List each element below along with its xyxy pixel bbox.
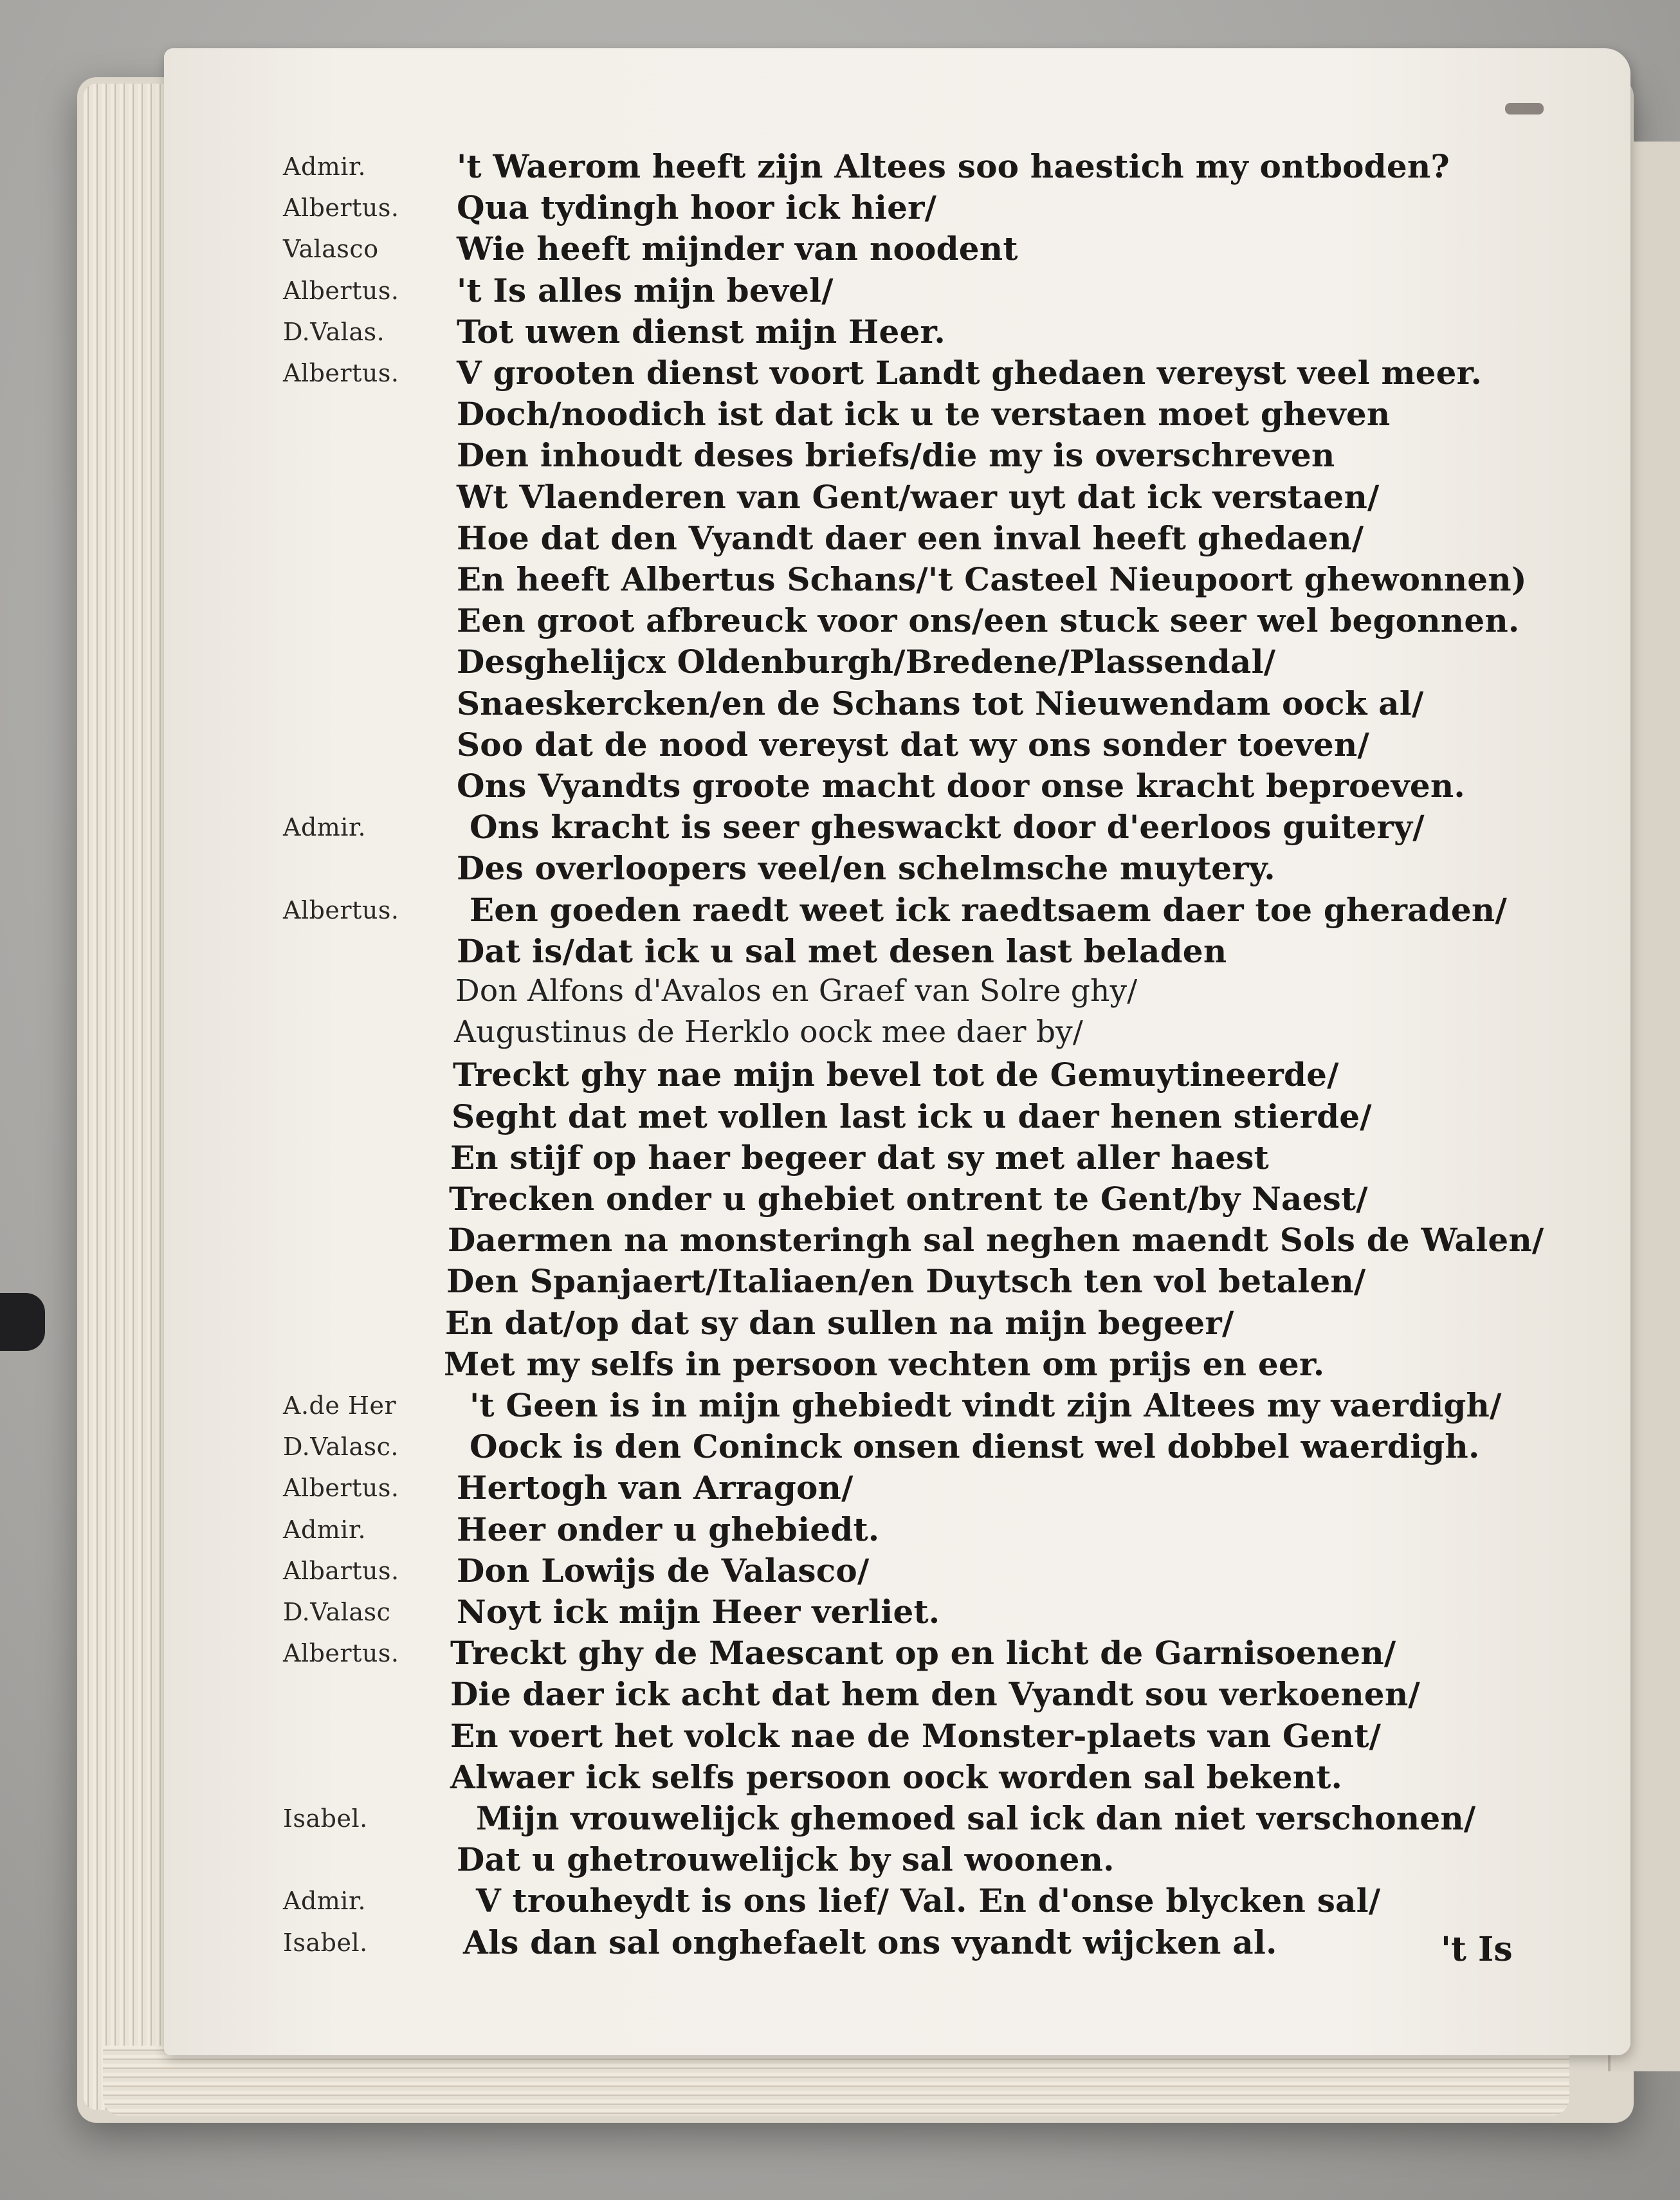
verse-line — [164, 1303, 1630, 1345]
speaker-name: Valasco — [283, 235, 379, 264]
verse-text: Heer onder u ghebiedt. — [457, 1510, 880, 1548]
verse-text: Des overloopers veel/en schelmsche muytery. — [457, 849, 1275, 888]
verse-text: Don Alfons d'Avalos en Graef van Solre ghy/ — [455, 973, 1138, 1009]
verse-line — [164, 1799, 1630, 1840]
verse-line — [164, 808, 1630, 849]
bookmark-ribbon — [0, 1293, 45, 1351]
verse-line — [164, 1097, 1630, 1139]
page-edges-bottom — [103, 2046, 1569, 2116]
verse-text: Oock is den Coninck onsen dienst wel dobbel waerdigh. — [470, 1427, 1480, 1466]
verse-line — [164, 890, 1630, 932]
verse-text: Met my selfs in persoon vechten om prijs en eer. — [444, 1344, 1325, 1383]
verse-text: Augustinus de Herklo oock mee daer by/ — [454, 1014, 1083, 1050]
speaker-name: Admir. — [283, 152, 367, 181]
verse-line — [164, 1551, 1630, 1593]
verse-text: Doch/noodich ist dat ick u te verstaen moet gheven — [457, 395, 1391, 434]
verse-text: En heeft Albertus Schans/'t Casteel Nieupoort ghewonnen) — [457, 560, 1527, 598]
speaker-name: A.de Her — [283, 1391, 397, 1420]
verse-text: Dat u ghetrouwelijck by sal woonen. — [457, 1840, 1115, 1879]
verse-line — [164, 1262, 1630, 1303]
speaker-name: D.Valasc. — [283, 1433, 399, 1462]
verse-text: Een goeden raedt weet ick raedtsaem daer toe gheraden/ — [470, 890, 1507, 929]
speaker-name: D.Valasc — [283, 1598, 391, 1626]
verse-text: Ons kracht is seer gheswackt door d'eerloos guitery/ — [470, 808, 1425, 847]
verse-line — [164, 1221, 1630, 1262]
verse-line — [164, 973, 1630, 1014]
verse-line — [164, 1840, 1630, 1882]
verse-line — [164, 230, 1630, 271]
speaker-name: Admir. — [283, 813, 367, 842]
speaker-name: Albertus. — [283, 1639, 399, 1668]
verse-line — [164, 1882, 1630, 1923]
verse-line — [164, 560, 1630, 601]
verse-line — [164, 643, 1630, 684]
speaker-name: Albartus. — [283, 1556, 399, 1585]
verse-line — [164, 601, 1630, 643]
verse-line — [164, 1757, 1630, 1799]
verse-text: Die daer ick acht dat hem den Vyandt sou verkoenen/ — [450, 1675, 1420, 1714]
verse-line — [164, 518, 1630, 560]
verse-text: 't Waerom heeft zijn Altees soo haestich my ontboden? — [457, 147, 1450, 185]
verse-line — [164, 1593, 1630, 1634]
speaker-name: Isabel. — [283, 1928, 368, 1957]
verse-text: Dat is/dat ick u sal met desen last beladen — [457, 931, 1227, 970]
book-page — [164, 48, 1630, 2055]
verse-line — [164, 188, 1630, 230]
verse-text: Daermen na monsteringh sal neghen maendt Sols de Walen/ — [448, 1221, 1544, 1260]
verse-line — [164, 1675, 1630, 1716]
verse-line — [164, 1056, 1630, 1097]
verse-text: Alwaer ick selfs persoon oock worden sal bekent. — [450, 1757, 1343, 1796]
verse-line — [164, 1014, 1630, 1056]
verse-text: Tot uwen dienst mijn Heer. — [457, 312, 946, 351]
verse-text: Wie heeft mijnder van noodent — [457, 230, 1018, 268]
verse-line — [164, 354, 1630, 395]
page-text — [164, 48, 1630, 2055]
speaker-name: Isabel. — [283, 1804, 368, 1833]
verse-text: Soo dat de nood vereyst dat wy ons sonder toeven/ — [457, 725, 1369, 764]
verse-text: Noyt ick mijn Heer verliet. — [457, 1593, 940, 1631]
verse-text: Hoe dat den Vyandt daer een inval heeft ghedaen/ — [457, 518, 1364, 557]
speaker-name: Admir. — [283, 1515, 367, 1544]
verse-text: Don Lowijs de Valasco/ — [457, 1551, 870, 1590]
speaker-name: Admir. — [283, 1887, 367, 1916]
verse-line — [164, 1716, 1630, 1758]
verse-line — [164, 312, 1630, 354]
verse-line — [164, 271, 1630, 313]
verse-line — [164, 849, 1630, 890]
verse-text: V grooten dienst voort Landt ghedaen vereyst veel meer. — [457, 354, 1483, 392]
verse-text: Qua tydingh hoor ick hier/ — [457, 188, 937, 227]
verse-line — [164, 477, 1630, 519]
verse-line — [164, 931, 1630, 973]
verse-text: Mijn vrouwelijck ghemoed sal ick dan niet verschonen/ — [476, 1799, 1476, 1837]
speaker-name: Albertus. — [283, 895, 399, 924]
verse-text: Desghelijcx Oldenburgh/Bredene/Plassendal/ — [457, 643, 1276, 681]
verse-line — [164, 1427, 1630, 1469]
verse-text: 't Geen is in mijn ghebiedt vindt zijn Altees my vaerdigh/ — [470, 1386, 1502, 1424]
speaker-name: Albertus. — [283, 194, 399, 223]
verse-text: Hertogh van Arragon/ — [457, 1469, 854, 1507]
verse-text: 't Is alles mijn bevel/ — [457, 271, 834, 309]
verse-text: Ons Vyandts groote macht door onse kracht beproeven. — [457, 767, 1465, 805]
verse-line — [164, 1469, 1630, 1510]
verse-text: En dat/op dat sy dan sullen na mijn begeer/ — [445, 1303, 1234, 1342]
verse-text: Als dan sal onghefaelt ons vyandt wijcken al. — [463, 1923, 1277, 1961]
verse-text: En voert het volck nae de Monster-plaets van Gent/ — [450, 1716, 1382, 1755]
verse-line — [164, 395, 1630, 436]
verse-line — [164, 436, 1630, 477]
verse-line — [164, 1138, 1630, 1180]
verse-line — [164, 1386, 1630, 1427]
catchword: 't Is — [1441, 1930, 1513, 1969]
speaker-name: D.Valas. — [283, 317, 385, 346]
verse-line — [164, 1180, 1630, 1221]
verse-text: En stijf op haer begeer dat sy met aller haest — [450, 1138, 1269, 1177]
verse-text: Een groot afbreuck voor ons/een stuck seer wel begonnen. — [457, 601, 1520, 640]
verse-line — [164, 1344, 1630, 1386]
verse-text: Seght dat met vollen last ick u daer henen stierde/ — [452, 1097, 1372, 1135]
verse-line — [164, 147, 1630, 188]
verse-text: Treckt ghy nae mijn bevel tot de Gemuytineerde/ — [453, 1056, 1339, 1094]
speaker-name: Albertus. — [283, 1474, 399, 1503]
verse-line — [164, 1634, 1630, 1675]
verse-line — [164, 725, 1630, 767]
verse-line — [164, 684, 1630, 726]
verse-text: Wt Vlaenderen van Gent/waer uyt dat ick verstaen/ — [457, 477, 1380, 516]
verse-text: Trecken onder u ghebiet ontrent te Gent/by Naest/ — [449, 1180, 1368, 1218]
verse-text: V trouheydt is ons lief/ Val. En d'onse blycken sal/ — [476, 1882, 1381, 1920]
verse-text: Snaeskercken/en de Schans tot Nieuwendam oock al/ — [457, 684, 1424, 722]
verse-text: Den inhoudt deses briefs/die my is overschreven — [457, 436, 1335, 475]
verse-line — [164, 767, 1630, 808]
verse-text: Den Spanjaert/Italiaen/en Duytsch ten vol betalen/ — [446, 1262, 1366, 1301]
speaker-name: Albertus. — [283, 276, 399, 305]
verse-line — [164, 1923, 1630, 1965]
verse-line — [164, 1510, 1630, 1552]
speaker-name: Albertus. — [283, 359, 399, 387]
verse-text: Treckt ghy de Maescant op en licht de Garnisoenen/ — [450, 1634, 1396, 1673]
